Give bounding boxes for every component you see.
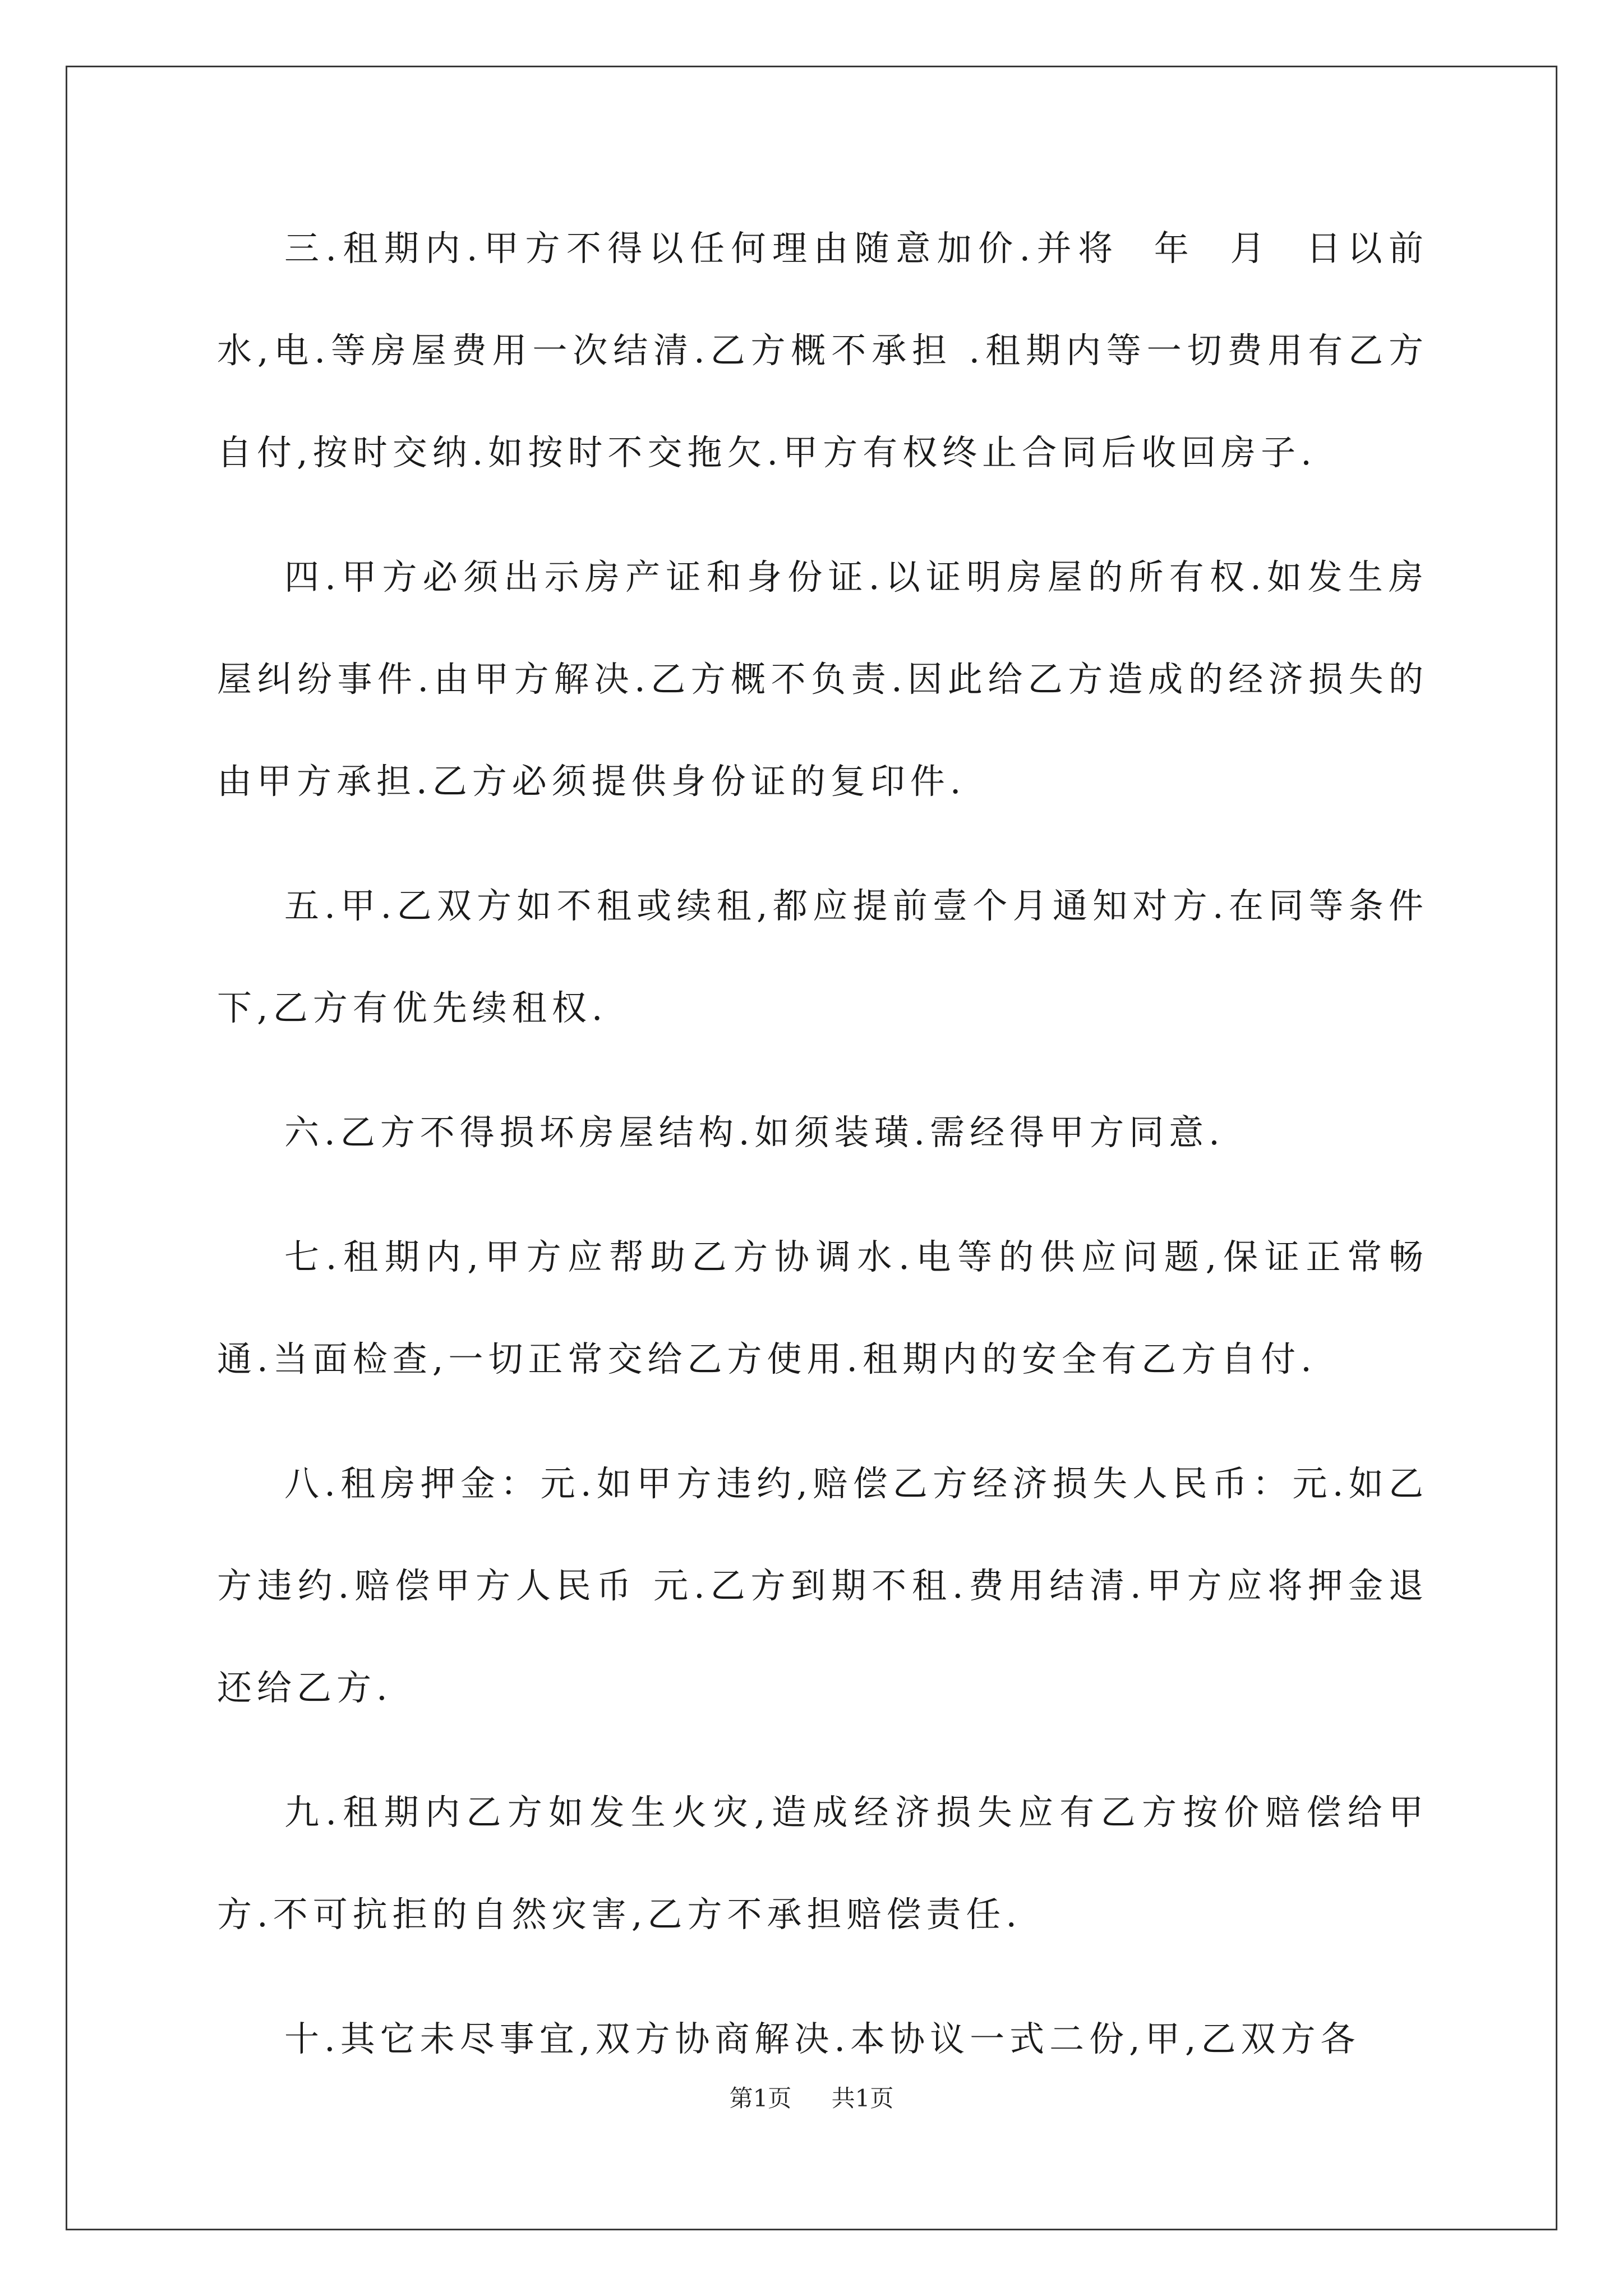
- clause-3: 三.租期内.甲方不得以任何理由随意加价.并将 年 月 日以前水,电.等房屋费用一次结清.乙方概不承担 .租期内等一切费用有乙方自付,按时交纳.如按时不交拖欠.甲方有权终止合同后收回房子.: [217, 228, 1428, 473]
- clause-9: 九.租期内乙方如发生火灾,造成经济损失应有乙方按价赔偿给甲方.不可抗拒的自然灾害,乙方不承担赔偿责任.: [217, 1792, 1428, 1935]
- page-footer: [0, 2082, 1623, 2115]
- clause-6: 六.乙方不得损坏房屋结构.如须装璜.需经得甲方同意.: [284, 1112, 1225, 1153]
- clause-4: 四.甲方必须出示房产证和身份证.以证明房屋的所有权.如发生房屋纠纷事件.由甲方解决.乙方概不负责.因此给乙方造成的经济损失的由甲方承担.乙方必须提供身份证的复印件.: [217, 556, 1428, 802]
- clause-8: 八.租房押金：元.如甲方违约,赔偿乙方经济损失人民币：元.如乙方违约.赔偿甲方人民币 元.乙方到期不租.费用结清.甲方应将押金退还给乙方.: [217, 1463, 1428, 1708]
- document-body: [217, 197, 1428, 2113]
- clause-7: 七.租期内,甲方应帮助乙方协调水.电等的供应问题,保证正常畅通.当面检查,一切正常交给乙方使用.租期内的安全有乙方自付.: [217, 1236, 1428, 1379]
- clause-10: 十.其它未尽事宜,双方协商解决.本协议一式二份,甲,乙双方各: [284, 2018, 1361, 2059]
- clause-5: 五.甲.乙双方如不租或续租,都应提前壹个月通知对方.在同等条件下,乙方有优先续租权.: [217, 885, 1428, 1028]
- page-number: 第1页: [729, 2085, 792, 2112]
- page-total: 共1页: [831, 2085, 894, 2112]
